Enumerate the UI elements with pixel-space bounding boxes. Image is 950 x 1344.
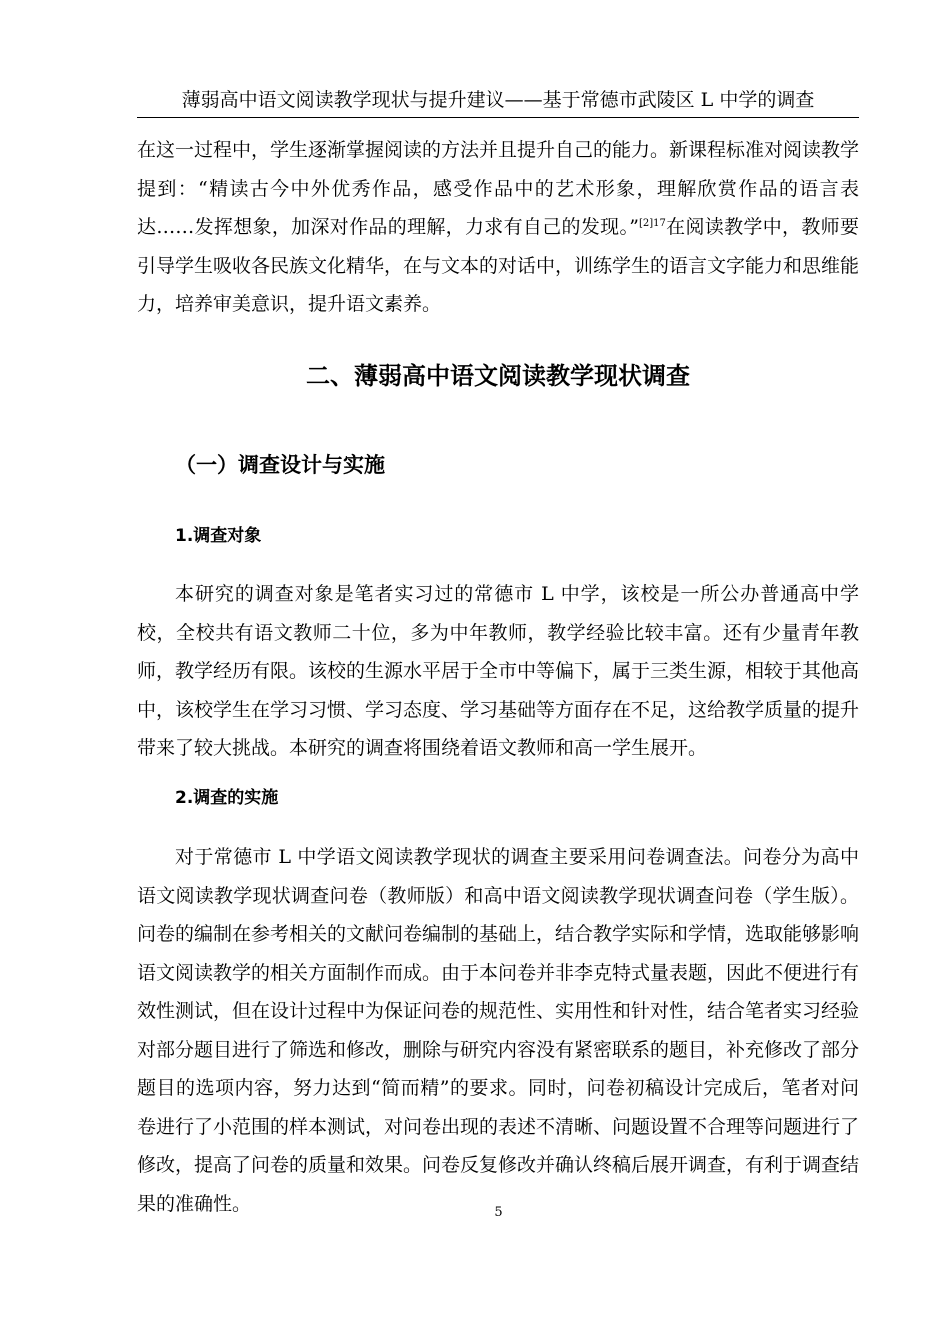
section-heading: （一）调查设计与实施 xyxy=(175,453,385,477)
citation-superscript: [2]17 xyxy=(638,218,666,229)
intro-text-a: 在这一过程中，学生逐渐掌握阅读的方法并且提升自己的能力。新课程标准对阅读教学提到：“精读古今中外优秀作品，感受作品中的艺术形象，理解欣赏作品的语言表达……发挥想象，加深对作品的理解，力求有自己的发现。” xyxy=(137,139,860,238)
survey-implementation-paragraph: 对于常德市 L 中学语文阅读教学现状的调查主要采用问卷调查法。问卷分为高中语文阅读教学现状调查问卷（教师版）和高中语文阅读教学现状调查问卷（学生版）。问卷的编制在参考相关的文献问卷编制的基础上，结合教学实际和学情，选取能够影响语文阅读教学的相关方面制作而成。由于本问卷并非李克特式量表题，因此不便进行有效性测试，但在设计过程中为保证问卷的规范性、实用性和针对性，结合笔者实习经验对部分题目进行了筛选和修改，删除与研究内容没有紧密联系的题目，补充修改了部分题目的选项内容，努力达到“简而精”的要求。同时，问卷初稿设计完成后，笔者对问卷进行了小范围的样本测试，对问卷出现的表述不清晰、问题设置不合理等问题进行了修改，提高了问卷的质量和效果。问卷反复修改并确认终稿后展开调查，有利于调查结果的准确性。 xyxy=(137,846,860,1215)
page-number: 5 xyxy=(494,1205,503,1220)
chapter-heading: 二、薄弱高中语文阅读教学现状调查 xyxy=(306,362,690,390)
survey-subjects-paragraph: 本研究的调查对象是笔者实习过的常德市 L 中学，该校是一所公办普通高中学校，全校共有语文教师二十位，多为中年教师，教学经验比较丰富。还有少量青年教师，教学经历有限。该校的生源水平居于全市中等偏下，属于三类生源，相较于其他高中，该校学生在学习习惯、学习态度、学习基础等方面存在不足，这给教学质量的提升带来了较大挑战。本研究的调查将围绕着语文教师和高一学生展开。 xyxy=(137,583,860,759)
subsection-heading-survey-implementation: 2.调查的实施 xyxy=(175,788,279,808)
intro-text-b: 在阅读教学中，教师要引导学生吸收各民族文化精华，在与文本的对话中，训练学生的语言文字能力和思维能力，培养审美意识，提升语文素养。 xyxy=(137,216,860,315)
subsection-heading-survey-subjects: 1.调查对象 xyxy=(175,526,262,546)
running-header: 薄弱高中语文阅读教学现状与提升建议——基于常德市武陵区 L 中学的调查 xyxy=(181,89,815,111)
intro-paragraph xyxy=(137,131,859,324)
header-rule xyxy=(137,117,859,118)
